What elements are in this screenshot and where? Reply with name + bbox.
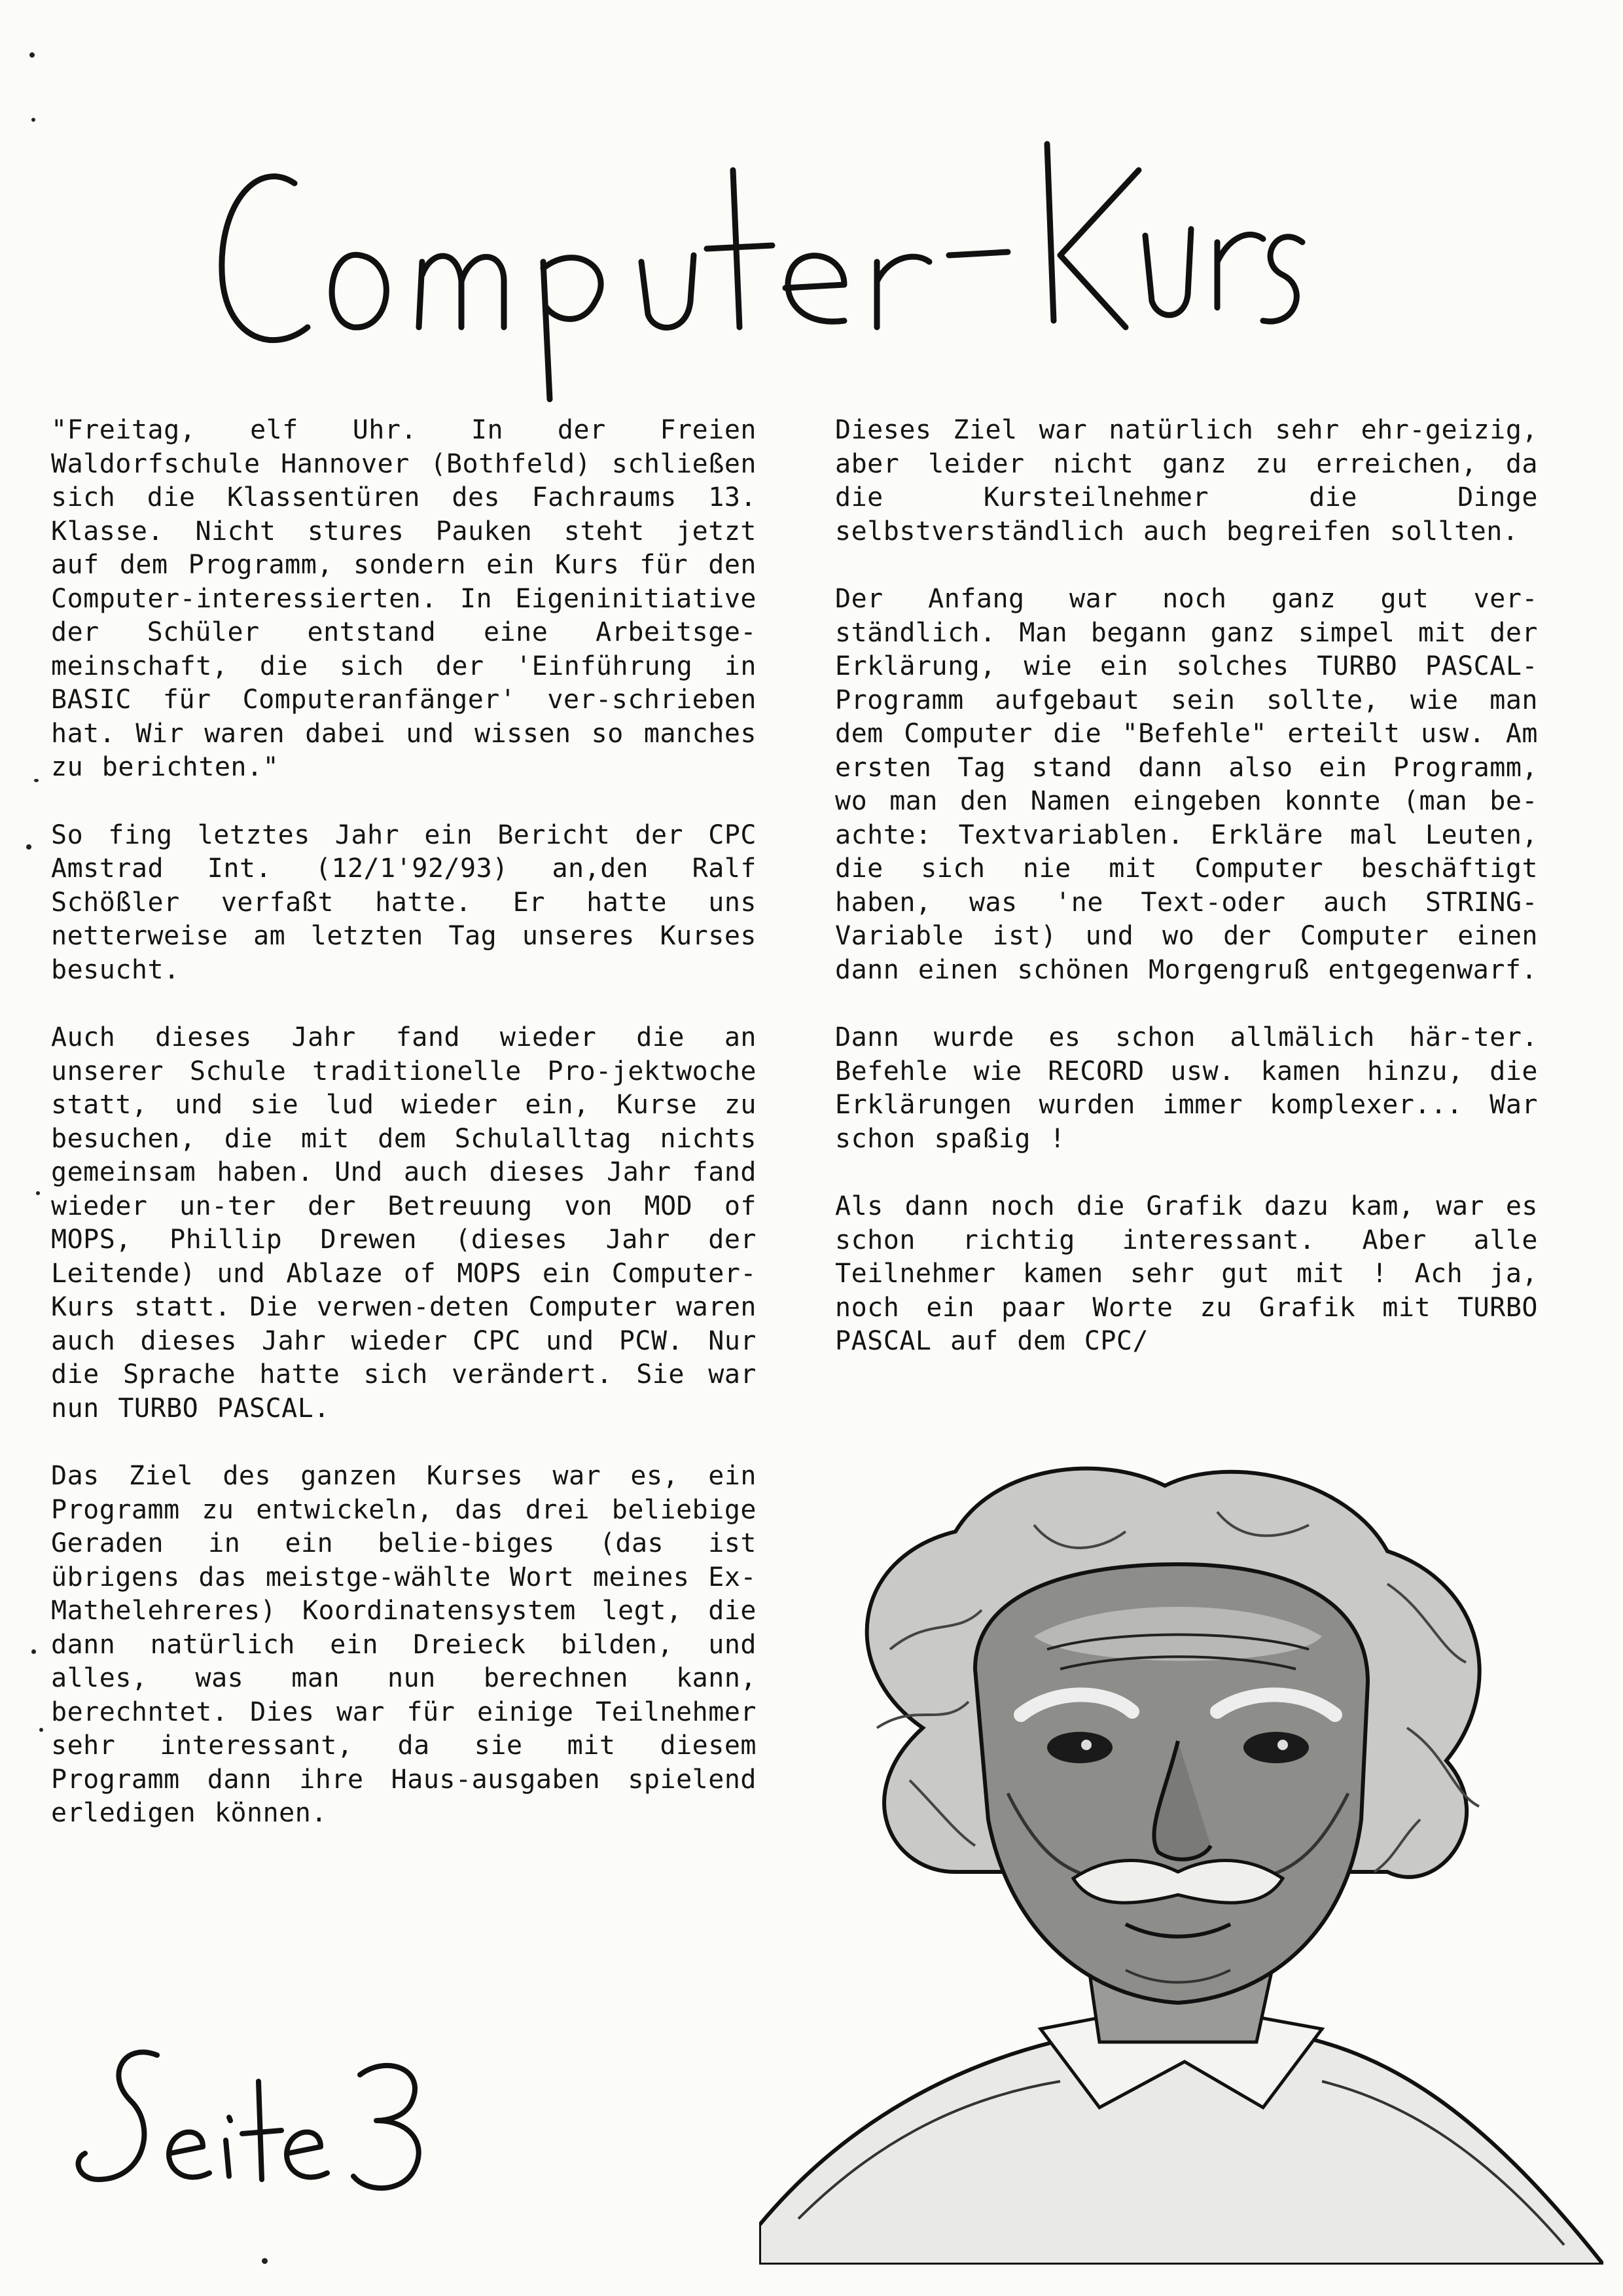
article-column-left (51, 414, 757, 1865)
paragraph: "Freitag, elf Uhr. In der Freien Waldorfschule Hannover (Bothfeld) schließen sich die Klassentüren des Fachraums 13. Klasse. Nicht stures Pauken steht jetzt auf dem Programm, sondern ein Kurs für den Computer-interessierten. In Eigeninitiative der Schüler entstand eine Arbeitsge-meinschaft, die sich der 'Einführung in BASIC für Computeranfänger' ver-schrieben hat. Wir waren dabei und wissen so manches zu berichten." (51, 415, 757, 782)
paragraph: Dann wurde es schon allmälich här-ter. Befehle wie RECORD usw. kamen hinzu, die Erklärungen wurden immer komplexer... War schon spaßig ! (835, 1022, 1538, 1154)
scan-speck (262, 2258, 268, 2264)
scan-speck (31, 118, 35, 122)
scan-speck (39, 1728, 43, 1732)
page-number-label (72, 2036, 438, 2206)
handwritten-title-graphic (196, 131, 1309, 406)
portrait-drawing (759, 1453, 1603, 2265)
portrait-illustration (759, 1453, 1603, 2265)
scan-speck (31, 1649, 36, 1654)
handwritten-page-number (72, 2036, 438, 2206)
scan-speck (36, 1191, 40, 1195)
scan-speck (29, 52, 35, 58)
article-column-right (835, 414, 1538, 1393)
paragraph: So fing letztes Jahr ein Bericht der CPC Amstrad Int. (12/1'92/93) an,den Ralf Schößler verfaßt hatte. Er hatte uns netterweise am letzten Tag unseres Kurses besucht. (51, 819, 757, 985)
page-title (196, 131, 1309, 406)
paragraph: Der Anfang war noch ganz gut ver-ständlich. Man begann ganz simpel mit der Erklärung, wie ein solches TURBO PASCAL-Programm aufgebaut sein sollte, wie man dem Computer die "Befehle" erteilt usw. Am ersten Tag stand dann also ein Programm, wo man den Namen eingeben konnte (man be-achte: Textvariablen. Erkläre mal Leuten, die sich nie mit Computer beschäftigt haben, was 'ne Text-oder auch STRING-Variable ist) und wo der Computer einen dann einen schönen Morgengruß entgegenwarf. (835, 584, 1538, 985)
paragraph: Auch dieses Jahr fand wieder die an unserer Schule traditionelle Pro-jektwoche statt, und sie lud wieder ein, Kurse zu besuchen, die mit dem Schulalltag nichts gemeinsam haben. Und auch dieses Jahr fand wieder un-ter der Betreuung von MOD of MOPS, Phillip Drewen (dieses Jahr der Leitende) und Ablaze of MOPS ein Computer-Kurs statt. Die verwen-deten Computer waren auch dieses Jahr wieder CPC und PCW. Nur die Sprache hatte sich verändert. Sie war nun TURBO PASCAL. (51, 1022, 757, 1424)
paragraph: Dieses Ziel war natürlich sehr ehr-geizig, aber leider nicht ganz zu erreichen, da die Kursteilnehmer die Dinge selbstverständlich auch begreifen sollten. (835, 415, 1538, 547)
paragraph: Das Ziel des ganzen Kurses war es, ein Programm zu entwickeln, das drei beliebige Geraden in ein belie-biges (das ist übrigens das meistge-wählte Wort meines Ex-Mathelehreres) Koordinatensystem legt, die dann natürlich ein Dreieck bilden, und alles, was man nun berechnen kann, berechntet. Dies war für einige Teilnehmer sehr interessant, da sie mit diesem Programm dann ihre Haus-ausgaben spielend erledigen können. (51, 1461, 757, 1828)
scan-speck (26, 844, 31, 850)
paragraph: Als dann noch die Grafik dazu kam, war es schon richtig interessant. Aber alle Teilnehmer kamen sehr gut mit ! Ach ja, noch ein paar Worte zu Grafik mit TURBO PASCAL auf dem CPC/ (835, 1191, 1538, 1356)
scan-speck (34, 779, 39, 782)
